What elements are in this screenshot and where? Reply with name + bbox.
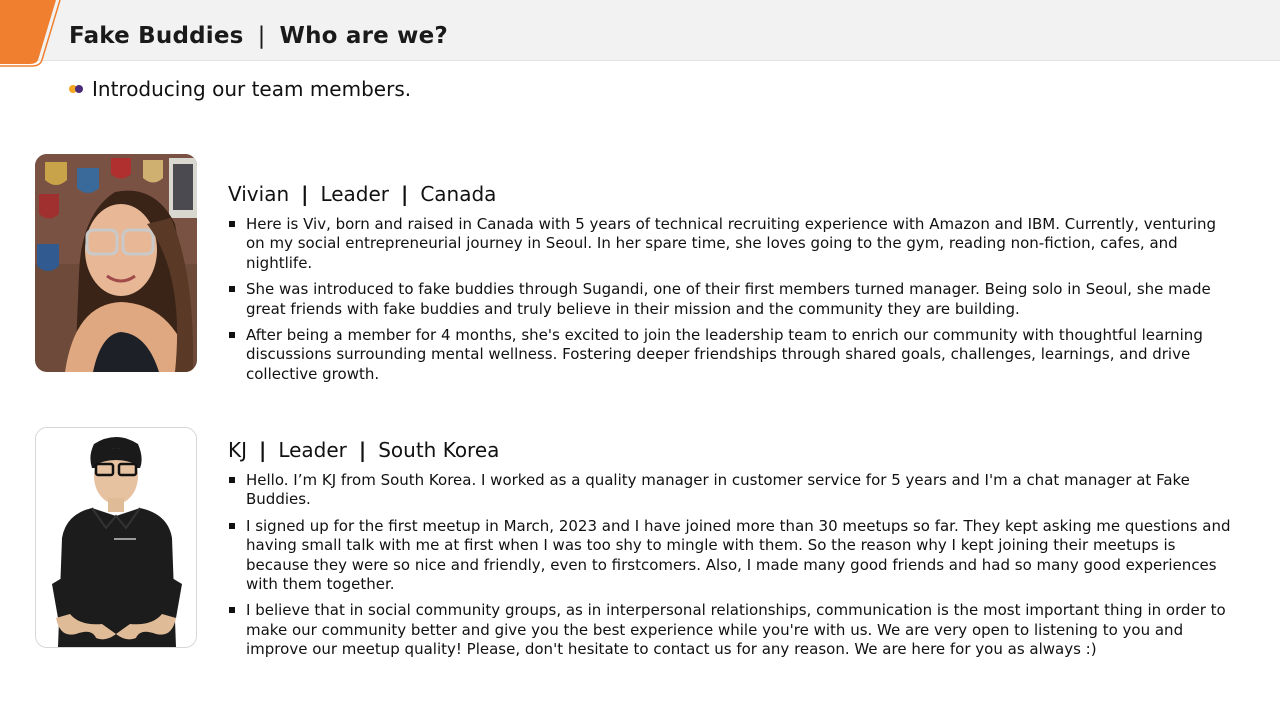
bullet-item: Hello. I’m KJ from South Korea. I worked as a quality manager in customer service for 5 years and I'm a chat manager at Fake Buddies. bbox=[228, 471, 1238, 510]
header-accent-shape bbox=[0, 0, 70, 70]
page-title bbox=[69, 18, 448, 54]
member-name: KJ bbox=[228, 438, 248, 462]
heading-separator: | bbox=[301, 182, 309, 206]
heading-separator: | bbox=[358, 438, 367, 462]
member-photo-vivian bbox=[35, 154, 197, 372]
subtitle-text: Introducing our team members. bbox=[92, 77, 412, 101]
subtitle bbox=[69, 74, 411, 104]
member-role: Leader bbox=[278, 438, 347, 462]
heading-separator: | bbox=[259, 438, 267, 462]
title-separator: | bbox=[257, 23, 266, 49]
brand-name: Fake Buddies bbox=[69, 23, 244, 49]
member-bullets-kj bbox=[228, 471, 1238, 667]
member-role: Leader bbox=[320, 182, 390, 206]
member-bullets-vivian bbox=[228, 215, 1238, 391]
member-country: Canada bbox=[420, 182, 497, 206]
bullet-item: I signed up for the first meetup in March, 2023 and I have joined more than 30 meetups so far. They kept asking me questions and having small talk with me at first when I was too shy to mingle with them. So the reason why I kept joining their meetups is because they were so nice and friendly, even to firstcomers. Also, I made many good friends and had so many good experiences with them together. bbox=[228, 517, 1238, 595]
member-name: Vivian bbox=[228, 182, 290, 206]
bullet-item: I believe that in social community groups, as in interpersonal relationships, communication is the most important thing in order to make our community better and give you the best experience while you're with us. We are very open to listening to you and improve our meetup quality! Please, don't hesitate to contact us for any reason. We are here for you as always :) bbox=[228, 601, 1238, 659]
bullet-dots-icon bbox=[69, 84, 87, 94]
bullet-item: She was introduced to fake buddies through Sugandi, one of their first members turned manager. Being solo in Seoul, she made great friends with fake buddies and truly believe in their mission and the community they are building. bbox=[228, 280, 1238, 319]
bullet-item: After being a member for 4 months, she's excited to join the leadership team to enrich our community with thoughtful learning discussions surrounding mental wellness. Fostering deeper friendships through shared goals, challenges, learnings, and drive collective growth. bbox=[228, 326, 1238, 384]
member-heading-kj bbox=[228, 437, 499, 463]
heading-separator: | bbox=[401, 182, 409, 206]
member-heading-vivian bbox=[228, 181, 496, 207]
bullet-item: Here is Viv, born and raised in Canada with 5 years of technical recruiting experience with Amazon and IBM. Currently, venturing on my social entrepreneurial journey in Seoul. In her spare time, she loves going to the gym, reading non-fiction, cafes, and nightlife. bbox=[228, 215, 1238, 273]
member-country: South Korea bbox=[378, 438, 500, 462]
section-title: Who are we? bbox=[279, 23, 448, 49]
member-photo-kj bbox=[35, 427, 197, 648]
